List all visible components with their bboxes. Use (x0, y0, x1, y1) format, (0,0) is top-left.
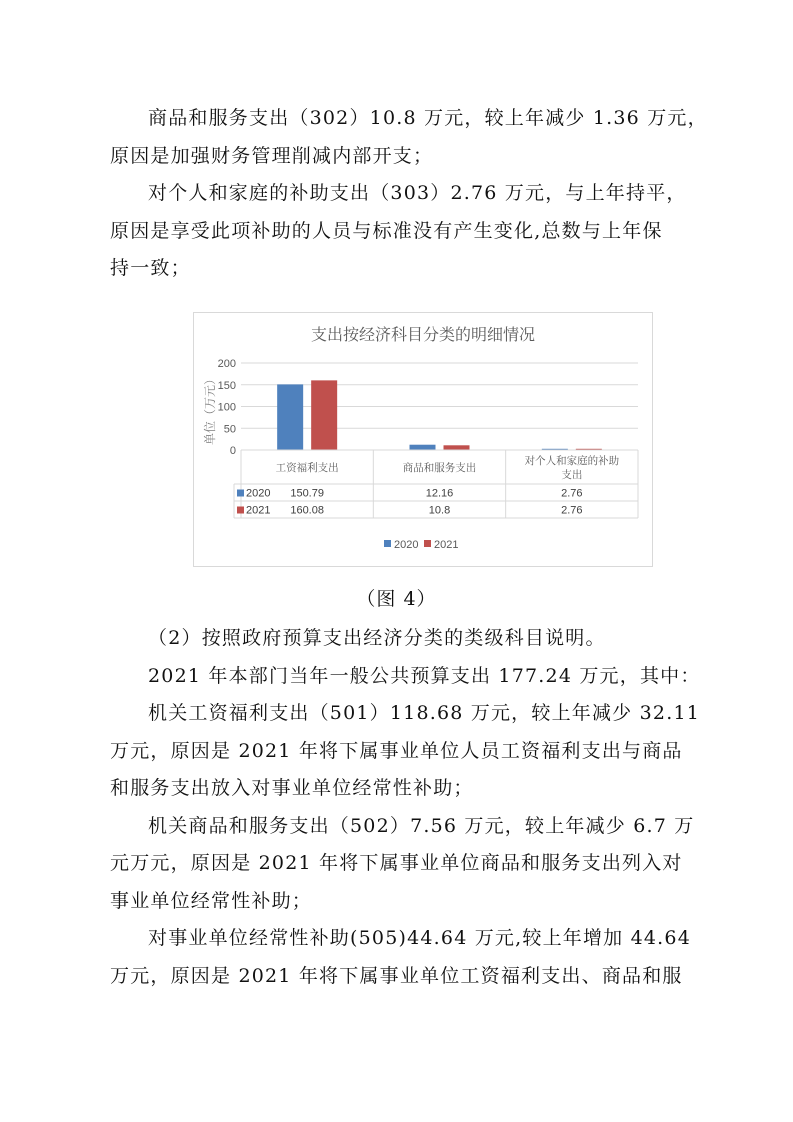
data-cell: 150.79 (290, 487, 324, 500)
paragraph (110, 695, 701, 808)
bar-2020-0 (277, 384, 303, 450)
text-line: 对事业单位经常性补助(505)44.64 万元,较上年增加 44.64 (148, 927, 691, 949)
text-line: 机关工资福利支出（501）118.68 万元，较上年减少 32.11 (148, 702, 701, 724)
legend-swatch-2021 (424, 540, 431, 547)
series-row-label: 2021 (246, 504, 271, 517)
text-line: 商品和服务支出（302）10.8 万元，较上年减少 1.36 万元， (148, 107, 708, 129)
series-row-label: 2020 (246, 487, 271, 500)
text-line: 事业单位经常性补助； (110, 889, 313, 912)
data-cell: 2.76 (561, 487, 583, 500)
x-category-label: 商品和服务支出 (402, 462, 477, 474)
series-key-2021 (237, 507, 244, 514)
text-line: 原因是加强财务管理削减内部开支； (110, 144, 434, 167)
chart-title: 支出按经济科目分类的明细情况 (310, 325, 536, 344)
y-tick-label: 100 (217, 401, 236, 414)
legend-swatch-2020 (384, 540, 391, 547)
x-category-label: 工资福利支出 (275, 462, 339, 474)
data-cell: 12.16 (425, 487, 454, 500)
y-axis-label: 单位（万元） (203, 372, 217, 446)
x-category-label: 支出 (561, 469, 583, 481)
data-cell: 10.8 (428, 504, 451, 517)
paragraph (110, 658, 701, 696)
paragraph (110, 620, 695, 658)
x-category-label: 对个人和家庭的补助 (524, 455, 620, 467)
paragraph (110, 920, 695, 995)
bar-2021-1 (444, 445, 470, 450)
paragraph (110, 808, 695, 921)
legend-label: 2021 (434, 539, 459, 551)
text-line: 机关商品和服务支出（502）7.56 万元，较上年减少 6.7 万 (148, 814, 695, 837)
text-line: （2）按照政府预算支出经济分类的类级科目说明。 (148, 627, 606, 649)
bar-2021-0 (311, 380, 337, 450)
y-tick-label: 150 (217, 379, 236, 392)
data-cell: 2.76 (561, 504, 583, 517)
data-cell: 160.08 (290, 504, 324, 517)
text-line: 原因是享受此项补助的人员与标准没有产生变化,总数与上年保 (110, 219, 663, 242)
y-tick-label: 200 (217, 358, 236, 370)
text-line: 持一致； (110, 257, 191, 279)
y-tick-label: 0 (229, 445, 236, 457)
expenditure-chart (193, 312, 653, 567)
text-line: 元万元，原因是 2021 年将下属事业单位商品和服务支出列入对 (110, 852, 683, 874)
text-line: 和服务支出放入对事业单位经常性补助； (110, 777, 474, 799)
bar-2020-1 (410, 445, 436, 450)
paragraph (110, 175, 695, 288)
text-line: 对个人和家庭的补助支出（303）2.76 万元，与上年持平， (148, 182, 687, 204)
paragraph (110, 100, 708, 175)
text-line: 万元，原因是 2021 年将下属事业单位工资福利支出、商品和服 (110, 964, 683, 987)
figure-caption: （图 4） (356, 588, 437, 610)
text-line: 万元，原因是 2021 年将下属事业单位人员工资福利支出与商品 (110, 739, 683, 762)
legend-label: 2020 (394, 539, 419, 551)
series-key-2020 (237, 490, 244, 497)
y-tick-label: 50 (223, 423, 236, 436)
text-line: 2021 年本部门当年一般公共预算支出 177.24 万元，其中： (148, 664, 701, 687)
